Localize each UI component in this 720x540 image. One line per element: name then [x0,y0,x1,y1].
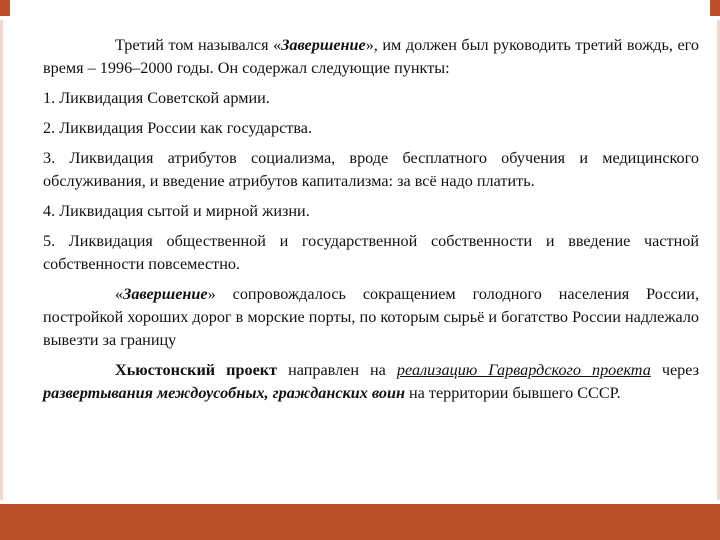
harvard-project-phrase: реализацию Гарвардского проекта [396,361,651,379]
completion-paragraph [43,283,699,352]
right-accent-block [710,0,720,16]
intro-volume-name: Завершение [281,36,366,54]
intro-paragraph [43,34,699,80]
houston-text-3: на территории бывшего СССР. [404,384,621,402]
houston-paragraph [43,359,699,405]
completion-volume-name: Завершение [123,285,208,303]
list-item-1: 1. Ликвидация Советской армии. [43,89,270,107]
intro-text-2: », им должен был руководить третий вождь, его время – 1996–2000 годы. Он содержал следующие пункты: [43,36,699,77]
left-accent-line [0,20,3,500]
list-item-3: 3. Ликвидация атрибутов социализма, вроде бесплатного обучения и медицинского обслуживания, и введение атрибутов капитализма: за всё надо платить. [43,149,699,190]
completion-text-1: « [115,285,124,303]
bottom-accent-bar [0,504,720,540]
slide-text [43,34,699,412]
left-accent-block [0,0,10,16]
completion-text-2: » сопровождалось сокращением голодного населения России, постройкой хороших дорог в морские порты, по которым сырьё и богатство России надлежало вывезти за границу [43,285,699,349]
houston-text-2: через [650,361,700,379]
intro-text-1: Третий том назывался « [115,36,282,54]
houston-text-1: направлен на [277,361,397,379]
list-item-5: 5. Ликвидация общественной и государственной собственности и введение частной собственности повсеместно. [43,232,699,273]
list-item-4: 4. Ликвидация сытой и мирной жизни. [43,202,310,220]
list-item-2: 2. Ликвидация России как государства. [43,119,313,137]
civil-wars-phrase: развертывания междоусобных, гражданских воин [43,384,405,402]
houston-project-name: Хьюстонский проект [115,361,278,379]
